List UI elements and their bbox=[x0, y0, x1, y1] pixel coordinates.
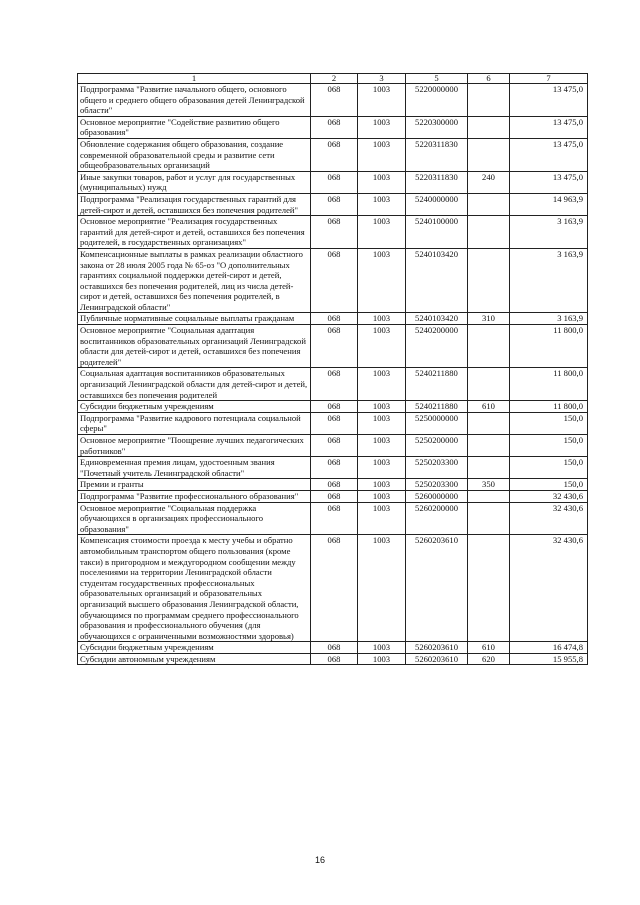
ministry-code-cell: 068 bbox=[311, 84, 358, 117]
target-code-cell: 5250200000 bbox=[406, 435, 468, 457]
amount-cell: 11 800,0 bbox=[510, 368, 588, 401]
expense-type-cell: 610 bbox=[468, 642, 510, 654]
amount-cell: 3 163,9 bbox=[510, 248, 588, 313]
target-code-cell: 5250000000 bbox=[406, 412, 468, 434]
amount-cell: 16 474,8 bbox=[510, 642, 588, 654]
page-number: 16 bbox=[314, 855, 325, 865]
section-code-cell: 1003 bbox=[358, 435, 406, 457]
row-name-cell: Основное мероприятие "Реализация государственных гарантий для детей-сирот и детей, оставшихся без попечения родителей, в государственных организациях" bbox=[78, 216, 311, 249]
ministry-code-cell: 068 bbox=[311, 535, 358, 642]
expense-type-cell bbox=[468, 412, 510, 434]
row-name-cell: Компенсационные выплаты в рамках реализации областного закона от 28 июля 2005 года № 65-оз "О дополнительных гарантиях социальной поддержки детей-сирот и детей, оставшихся без попечения родителей, лиц из числа детей-сирот и детей, оставшихся без попечения родителей, в Ленинградской области" bbox=[78, 248, 311, 313]
table-row bbox=[78, 435, 588, 457]
row-name-cell: Подпрограмма "Реализация государственных гарантий для детей-сирот и детей, оставшихся без попечения родителей" bbox=[78, 193, 311, 215]
table-row bbox=[78, 457, 588, 479]
row-name-cell: Иные закупки товаров, работ и услуг для государственных (муниципальных) нужд bbox=[78, 171, 311, 193]
amount-cell: 32 430,6 bbox=[510, 535, 588, 642]
expense-type-cell bbox=[468, 502, 510, 535]
header-cell-expense-type: 6 bbox=[468, 74, 510, 84]
section-code-cell: 1003 bbox=[358, 642, 406, 654]
ministry-code-cell: 068 bbox=[311, 457, 358, 479]
amount-cell: 13 475,0 bbox=[510, 116, 588, 138]
target-code-cell: 5240200000 bbox=[406, 325, 468, 368]
row-name-cell: Субсидии автономным учреждениям bbox=[78, 653, 311, 665]
expense-type-cell: 240 bbox=[468, 171, 510, 193]
row-name-cell: Подпрограмма "Развитие профессионального образования" bbox=[78, 490, 311, 502]
target-code-cell: 5260203610 bbox=[406, 653, 468, 665]
section-code-cell: 1003 bbox=[358, 490, 406, 502]
ministry-code-cell: 068 bbox=[311, 313, 358, 325]
table-row bbox=[78, 248, 588, 313]
target-code-cell: 5240103420 bbox=[406, 248, 468, 313]
table-row bbox=[78, 368, 588, 401]
expense-type-cell bbox=[468, 248, 510, 313]
section-code-cell: 1003 bbox=[358, 535, 406, 642]
section-code-cell: 1003 bbox=[358, 502, 406, 535]
header-cell-name: 1 bbox=[78, 74, 311, 84]
ministry-code-cell: 068 bbox=[311, 116, 358, 138]
expense-type-cell bbox=[468, 457, 510, 479]
ministry-code-cell: 068 bbox=[311, 435, 358, 457]
target-code-cell: 5220300000 bbox=[406, 116, 468, 138]
ministry-code-cell: 068 bbox=[311, 193, 358, 215]
table-row bbox=[78, 171, 588, 193]
target-code-cell: 5260000000 bbox=[406, 490, 468, 502]
ministry-code-cell: 068 bbox=[311, 171, 358, 193]
table-row bbox=[78, 325, 588, 368]
expense-type-cell bbox=[468, 216, 510, 249]
amount-cell: 15 955,8 bbox=[510, 653, 588, 665]
expense-type-cell bbox=[468, 116, 510, 138]
expense-type-cell: 610 bbox=[468, 401, 510, 413]
table-row bbox=[78, 84, 588, 117]
expense-type-cell bbox=[468, 84, 510, 117]
row-name-cell: Компенсация стоимости проезда к месту учебы и обратно автомобильным транспортом общего пользования (кроме такси) в пригородном и междугородном сообщении между поселениями на территории Ленинградской области студентам государственных профессиональных образовательных организаций и образовательных организаций высшего образования Ленинградской области, обучающимся по программам среднего профессионального образования и профессионального обучения (для обучающихся с ограниченными возможностями здоровья) bbox=[78, 535, 311, 642]
ministry-code-cell: 068 bbox=[311, 138, 358, 171]
section-code-cell: 1003 bbox=[358, 216, 406, 249]
amount-cell: 13 475,0 bbox=[510, 171, 588, 193]
table-row bbox=[78, 653, 588, 665]
section-code-cell: 1003 bbox=[358, 193, 406, 215]
section-code-cell: 1003 bbox=[358, 412, 406, 434]
amount-cell: 150,0 bbox=[510, 412, 588, 434]
section-code-cell: 1003 bbox=[358, 479, 406, 491]
target-code-cell: 5260203610 bbox=[406, 642, 468, 654]
amount-cell: 150,0 bbox=[510, 479, 588, 491]
target-code-cell: 5220311830 bbox=[406, 138, 468, 171]
target-code-cell: 5220000000 bbox=[406, 84, 468, 117]
ministry-code-cell: 068 bbox=[311, 412, 358, 434]
target-code-cell: 5240103420 bbox=[406, 313, 468, 325]
amount-cell: 150,0 bbox=[510, 435, 588, 457]
amount-cell: 11 800,0 bbox=[510, 325, 588, 368]
amount-cell: 13 475,0 bbox=[510, 138, 588, 171]
section-code-cell: 1003 bbox=[358, 138, 406, 171]
ministry-code-cell: 068 bbox=[311, 653, 358, 665]
table-row bbox=[78, 412, 588, 434]
row-name-cell: Единовременная премия лицам, удостоенным звания "Почетный учитель Ленинградской области" bbox=[78, 457, 311, 479]
table-row bbox=[78, 138, 588, 171]
amount-cell: 11 800,0 bbox=[510, 401, 588, 413]
section-code-cell: 1003 bbox=[358, 313, 406, 325]
row-name-cell: Основное мероприятие "Социальная поддержка обучающихся в организациях профессионального образования" bbox=[78, 502, 311, 535]
amount-cell: 13 475,0 bbox=[510, 84, 588, 117]
expense-type-cell bbox=[468, 193, 510, 215]
row-name-cell: Премии и гранты bbox=[78, 479, 311, 491]
section-code-cell: 1003 bbox=[358, 84, 406, 117]
row-name-cell: Основное мероприятие "Поощрение лучших педагогических работников" bbox=[78, 435, 311, 457]
target-code-cell: 5240100000 bbox=[406, 216, 468, 249]
expense-type-cell bbox=[468, 368, 510, 401]
expense-type-cell bbox=[468, 435, 510, 457]
header-cell-section: 3 bbox=[358, 74, 406, 84]
row-name-cell: Публичные нормативные социальные выплаты гражданам bbox=[78, 313, 311, 325]
row-name-cell: Субсидии бюджетным учреждениям bbox=[78, 642, 311, 654]
section-code-cell: 1003 bbox=[358, 171, 406, 193]
expense-type-cell bbox=[468, 325, 510, 368]
header-cell-target: 5 bbox=[406, 74, 468, 84]
header-cell-amount: 7 bbox=[510, 74, 588, 84]
expense-type-cell: 620 bbox=[468, 653, 510, 665]
budget-table bbox=[77, 73, 588, 665]
row-name-cell: Подпрограмма "Развитие начального общего, основного общего и среднего общего образования детей Ленинградской области" bbox=[78, 84, 311, 117]
table-row bbox=[78, 401, 588, 413]
section-code-cell: 1003 bbox=[358, 401, 406, 413]
target-code-cell: 5250203300 bbox=[406, 479, 468, 491]
expense-type-cell bbox=[468, 138, 510, 171]
target-code-cell: 5240211880 bbox=[406, 368, 468, 401]
table-row bbox=[78, 502, 588, 535]
ministry-code-cell: 068 bbox=[311, 325, 358, 368]
ministry-code-cell: 068 bbox=[311, 642, 358, 654]
amount-cell: 3 163,9 bbox=[510, 313, 588, 325]
amount-cell: 14 963,9 bbox=[510, 193, 588, 215]
table-row bbox=[78, 116, 588, 138]
ministry-code-cell: 068 bbox=[311, 248, 358, 313]
section-code-cell: 1003 bbox=[358, 368, 406, 401]
amount-cell: 32 430,6 bbox=[510, 490, 588, 502]
table-row bbox=[78, 193, 588, 215]
expense-type-cell bbox=[468, 490, 510, 502]
target-code-cell: 5240000000 bbox=[406, 193, 468, 215]
expense-type-cell: 350 bbox=[468, 479, 510, 491]
amount-cell: 150,0 bbox=[510, 457, 588, 479]
expense-type-cell bbox=[468, 535, 510, 642]
amount-cell: 32 430,6 bbox=[510, 502, 588, 535]
section-code-cell: 1003 bbox=[358, 457, 406, 479]
ministry-code-cell: 068 bbox=[311, 368, 358, 401]
ministry-code-cell: 068 bbox=[311, 502, 358, 535]
table-row bbox=[78, 490, 588, 502]
section-code-cell: 1003 bbox=[358, 248, 406, 313]
ministry-code-cell: 068 bbox=[311, 216, 358, 249]
target-code-cell: 5250203300 bbox=[406, 457, 468, 479]
row-name-cell: Обновление содержания общего образования, создание современной образовательной среды и развитие сети общеобразовательных организаций bbox=[78, 138, 311, 171]
section-code-cell: 1003 bbox=[358, 116, 406, 138]
header-cell-ministry: 2 bbox=[311, 74, 358, 84]
target-code-cell: 5220311830 bbox=[406, 171, 468, 193]
ministry-code-cell: 068 bbox=[311, 479, 358, 491]
section-code-cell: 1003 bbox=[358, 325, 406, 368]
amount-cell: 3 163,9 bbox=[510, 216, 588, 249]
row-name-cell: Подпрограмма "Развитие кадрового потенциала социальной сферы" bbox=[78, 412, 311, 434]
table-row bbox=[78, 216, 588, 249]
target-code-cell: 5240211880 bbox=[406, 401, 468, 413]
row-name-cell: Субсидии бюджетным учреждениям bbox=[78, 401, 311, 413]
target-code-cell: 5260200000 bbox=[406, 502, 468, 535]
ministry-code-cell: 068 bbox=[311, 401, 358, 413]
section-code-cell: 1003 bbox=[358, 653, 406, 665]
ministry-code-cell: 068 bbox=[311, 490, 358, 502]
table-row bbox=[78, 479, 588, 491]
row-name-cell: Социальная адаптация воспитанников образовательных организаций Ленинградской области для детей-сирот и детей, оставшихся без попечения родителей bbox=[78, 368, 311, 401]
table-row bbox=[78, 642, 588, 654]
table-row bbox=[78, 313, 588, 325]
target-code-cell: 5260203610 bbox=[406, 535, 468, 642]
header-row bbox=[78, 74, 588, 84]
table-row bbox=[78, 535, 588, 642]
row-name-cell: Основное мероприятие "Социальная адаптация воспитанников образовательных организаций Ленинградской области для детей-сирот и детей, оставшихся без попечения родителей" bbox=[78, 325, 311, 368]
expense-type-cell: 310 bbox=[468, 313, 510, 325]
row-name-cell: Основное мероприятие "Содействие развитию общего образования" bbox=[78, 116, 311, 138]
